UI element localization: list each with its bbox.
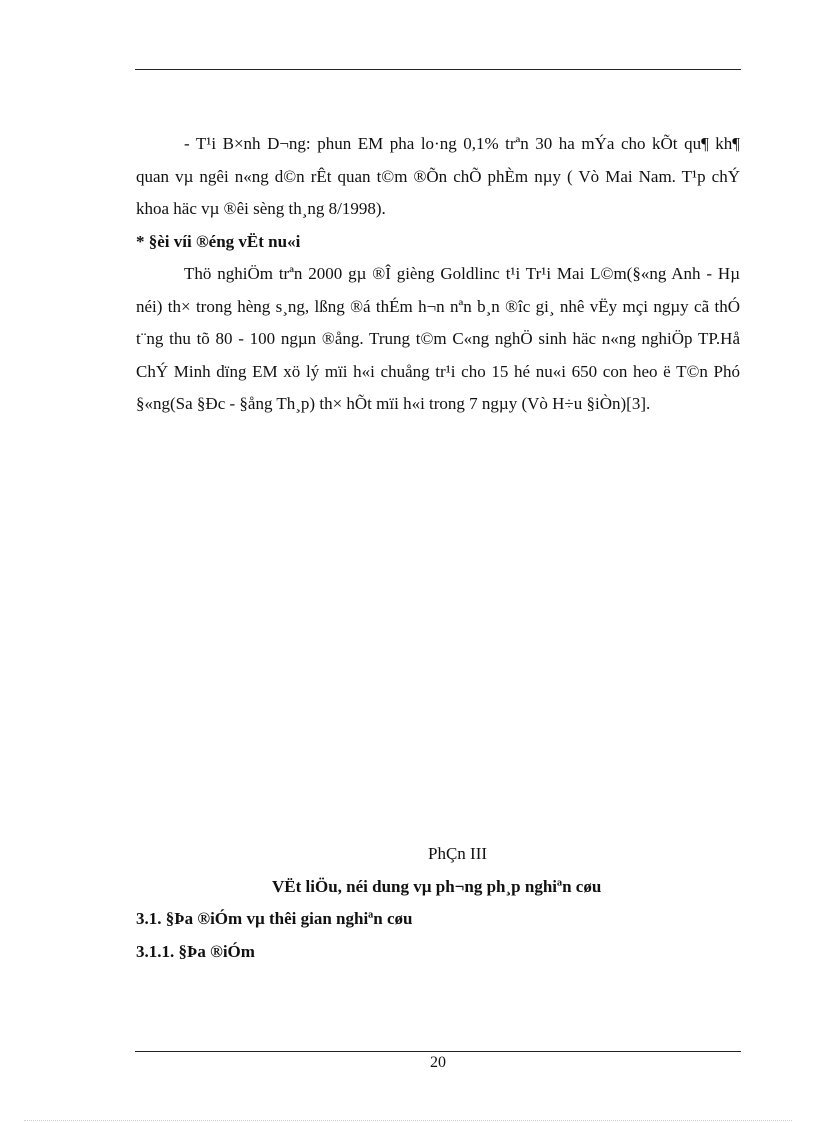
paragraph-livestock-trial: Thö nghiÖm trªn 2000 gµ ®Î gièng Goldlinc t¹i Tr¹i Mai L©m(§«ng Anh - Hµ néi) th× trong hèng s¸ng, lßng ®á thÉm h¬n nªn b¸n ®îc gi¸ nhê vËy mçi ngµy cã thÓ t¨ng thu tõ 80 - 100 ngµn ®ång. Trung t©m C«ng nghÖ sinh häc n«ng nghiÖp TP.Hå ChÝ Minh dïng EM xö lý mïi h«i chuång tr¹i cho 15 hé nu«i 650 con heo ë T©n Phó §«ng(Sa §Ðc - §ång Th¸p) th× hÕt mïi h«i trong 7 ngµy (Vò H÷u §iÒn)[3].: [136, 264, 740, 413]
section-heading: 3.1. §Þa ®iÓm vµ thêi gian nghiªn cøu: [136, 909, 413, 928]
part-title: VËt liÖu, néi dung vµ ph¬ng ph¸p nghiªn cøu: [272, 876, 602, 896]
subsection-heading: 3.1.1. §Þa ®iÓm: [136, 941, 255, 961]
livestock-heading: * §èi víi ®éng vËt nu«i: [136, 231, 301, 251]
body-text: [136, 128, 740, 421]
part-heading-block: [136, 838, 740, 968]
paragraph-binh-duong: - T¹i B×nh D¬ng: phun EM pha lo·ng 0,1% trªn 30 ha mÝa cho kÕt qu¶ kh¶ quan vµ ngêi n«ng d©n rÊt quan t©m ®Õn chÕ phÈm nµy ( Vò Mai Nam. T¹p chÝ khoa häc vµ ®êi sèng th¸ng 8/1998).: [136, 134, 740, 218]
header-rule: [135, 69, 741, 70]
page-edge-divider: [24, 1120, 792, 1121]
page-number: 20: [430, 1054, 446, 1071]
part-label: PhÇn III: [428, 844, 488, 863]
footer-rule: [135, 1051, 741, 1052]
